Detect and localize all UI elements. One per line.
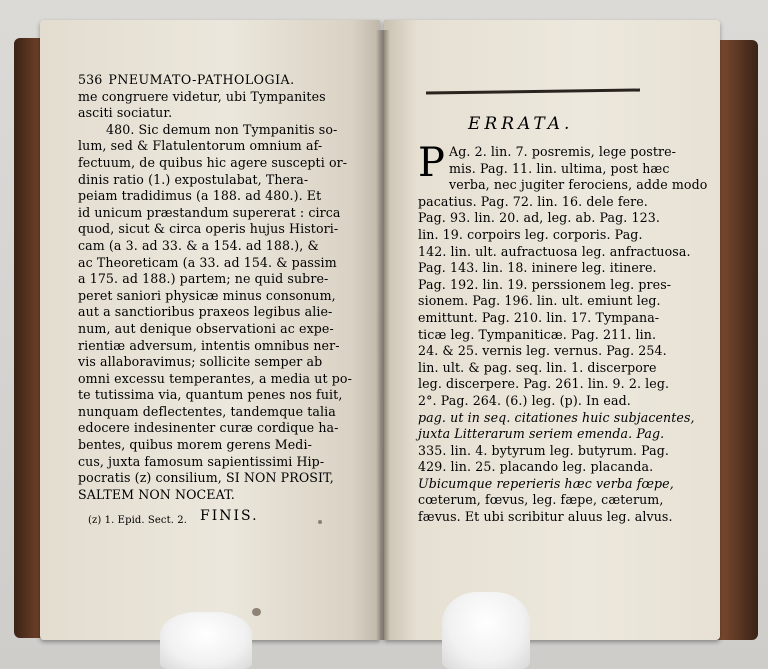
text-line: peret saniori physicæ minus consonum, bbox=[78, 287, 336, 303]
text-line: 480. Sic demum non Tympanitis so- bbox=[106, 121, 338, 137]
errata-text bbox=[418, 140, 708, 526]
page-holder-left bbox=[160, 612, 252, 669]
text-line: aut a sanctioribus praxeos legibus alie- bbox=[78, 304, 333, 320]
errata-line: pacatius. Pag. 72. lin. 16. dele fere. bbox=[418, 193, 648, 209]
errata-line: 142. lin. ult. aufractuosa leg. anfractuosa. bbox=[418, 243, 691, 259]
text-line: a 175. ad 188.) partem; ne quid subre- bbox=[78, 271, 329, 287]
errata-line: mis. Pag. 11. lin. ultima, post hæc bbox=[449, 160, 670, 176]
errata-line: 2°. Pag. 264. (6.) leg. (p). In ead. bbox=[418, 392, 631, 408]
errata-line: 335. lin. 4. bytyrum leg. butyrum. Pag. bbox=[418, 442, 670, 458]
footnote: (z) 1. Epid. Sect. 2. bbox=[88, 515, 188, 527]
text-line: bentes, quibus morem gerens Medi- bbox=[78, 437, 312, 453]
text-line: omni excessu temperantes, a media ut po- bbox=[78, 370, 352, 386]
text-line: rientiæ adversum, intentis omnibus ner- bbox=[78, 337, 340, 353]
text-line: edocere indesinenter curæ cordique ha- bbox=[78, 420, 339, 436]
text-line: fectuum, de quibus hic agere suscepti or- bbox=[78, 154, 348, 170]
text-line: cus, juxta famosum sapientissimi Hip- bbox=[78, 453, 325, 469]
text-line: me congruere videtur, ubi Tympanites bbox=[78, 88, 326, 104]
text-line: dinis ratio (1.) expostulabat, Thera- bbox=[78, 171, 309, 187]
errata-line: 24. & 25. vernis leg. vernus. Pag. 254. bbox=[418, 343, 667, 359]
text-line: quod, sicut & circa operis hujus Histori- bbox=[78, 221, 339, 237]
errata-line: Pag. 143. lin. 18. ininere leg. itinere. bbox=[418, 260, 657, 276]
book-gutter bbox=[376, 30, 390, 640]
running-head: PNEUMATO-PATHOLOGIA. bbox=[108, 72, 295, 87]
errata-line: Pag. 192. lin. 19. perssionem leg. pres- bbox=[418, 276, 672, 292]
text-line: num, aut denique observationi ac expe- bbox=[78, 320, 334, 336]
text-line: peiam tradidimus (a 188. ad 480.). Et bbox=[78, 188, 322, 204]
drop-cap: P bbox=[418, 140, 446, 186]
page-holder-right bbox=[442, 592, 530, 669]
errata-line: juxta Litterarum seriem emenda. Pag. bbox=[418, 426, 665, 442]
left-page-text bbox=[78, 72, 368, 530]
text-line: te tutissima via, quantum penes nos fuit, bbox=[78, 387, 343, 403]
errata-line: emittunt. Pag. 210. lin. 17. Tympana- bbox=[418, 309, 660, 325]
errata-line: Ubicumque reperieris hæc verba fœpe, bbox=[418, 475, 674, 491]
errata-line: ticæ leg. Tympaniticæ. Pag. 211. lin. bbox=[418, 326, 657, 342]
errata-line: 429. lin. 25. placando leg. placanda. bbox=[418, 459, 654, 475]
errata-line: lin. 19. corpoirs leg. corporis. Pag. bbox=[418, 226, 643, 242]
paper-stain bbox=[252, 608, 261, 616]
errata-line: Pag. 93. lin. 20. ad, leg. ab. Pag. 123. bbox=[418, 210, 660, 226]
errata-line: cœterum, fœvus, leg. fæpe, cæterum, bbox=[418, 492, 664, 508]
finis-label: FINIS. bbox=[200, 508, 259, 524]
text-line: asciti sociatur. bbox=[78, 105, 173, 121]
errata-line: verba, nec jugiter ferociens, adde modo bbox=[449, 177, 708, 193]
page-number: 536 bbox=[78, 72, 103, 87]
text-line: ac Theoreticam (a 33. ad 154. & passim bbox=[78, 254, 337, 270]
text-line: pocratis (z) consilium, SI NON PROSIT, bbox=[78, 470, 334, 486]
errata-line: leg. discerpere. Pag. 261. lin. 9. 2. leg. bbox=[418, 376, 670, 392]
left-page-header bbox=[78, 72, 368, 89]
text-line: cam (a 3. ad 33. & a 154. ad 188.), & bbox=[78, 237, 319, 253]
errata-line: pag. ut in seq. citationes huic subjacentes, bbox=[418, 409, 695, 425]
errata-line: fævus. Et ubi scribitur aluus leg. alvus. bbox=[418, 509, 673, 525]
errata-title: ERRATA. bbox=[468, 114, 574, 134]
errata-line: sionem. Pag. 196. lin. ult. emiunt leg. bbox=[418, 293, 661, 309]
text-line: nunquam deflectentes, tandemque talia bbox=[78, 403, 336, 419]
text-line: vis allaboravimus; sollicite semper ab bbox=[78, 354, 323, 370]
text-line: id unicum præstandum supererat : circa bbox=[78, 204, 341, 220]
text-line: SALTEM NON NOCEAT. bbox=[78, 486, 235, 502]
text-line: lum, sed & Flatulentorum omnium af- bbox=[78, 138, 323, 154]
errata-line: Ag. 2. lin. 7. posremis, lege postre- bbox=[449, 144, 677, 159]
errata-line: lin. ult. & pag. seq. lin. 1. discerpore bbox=[418, 359, 657, 375]
